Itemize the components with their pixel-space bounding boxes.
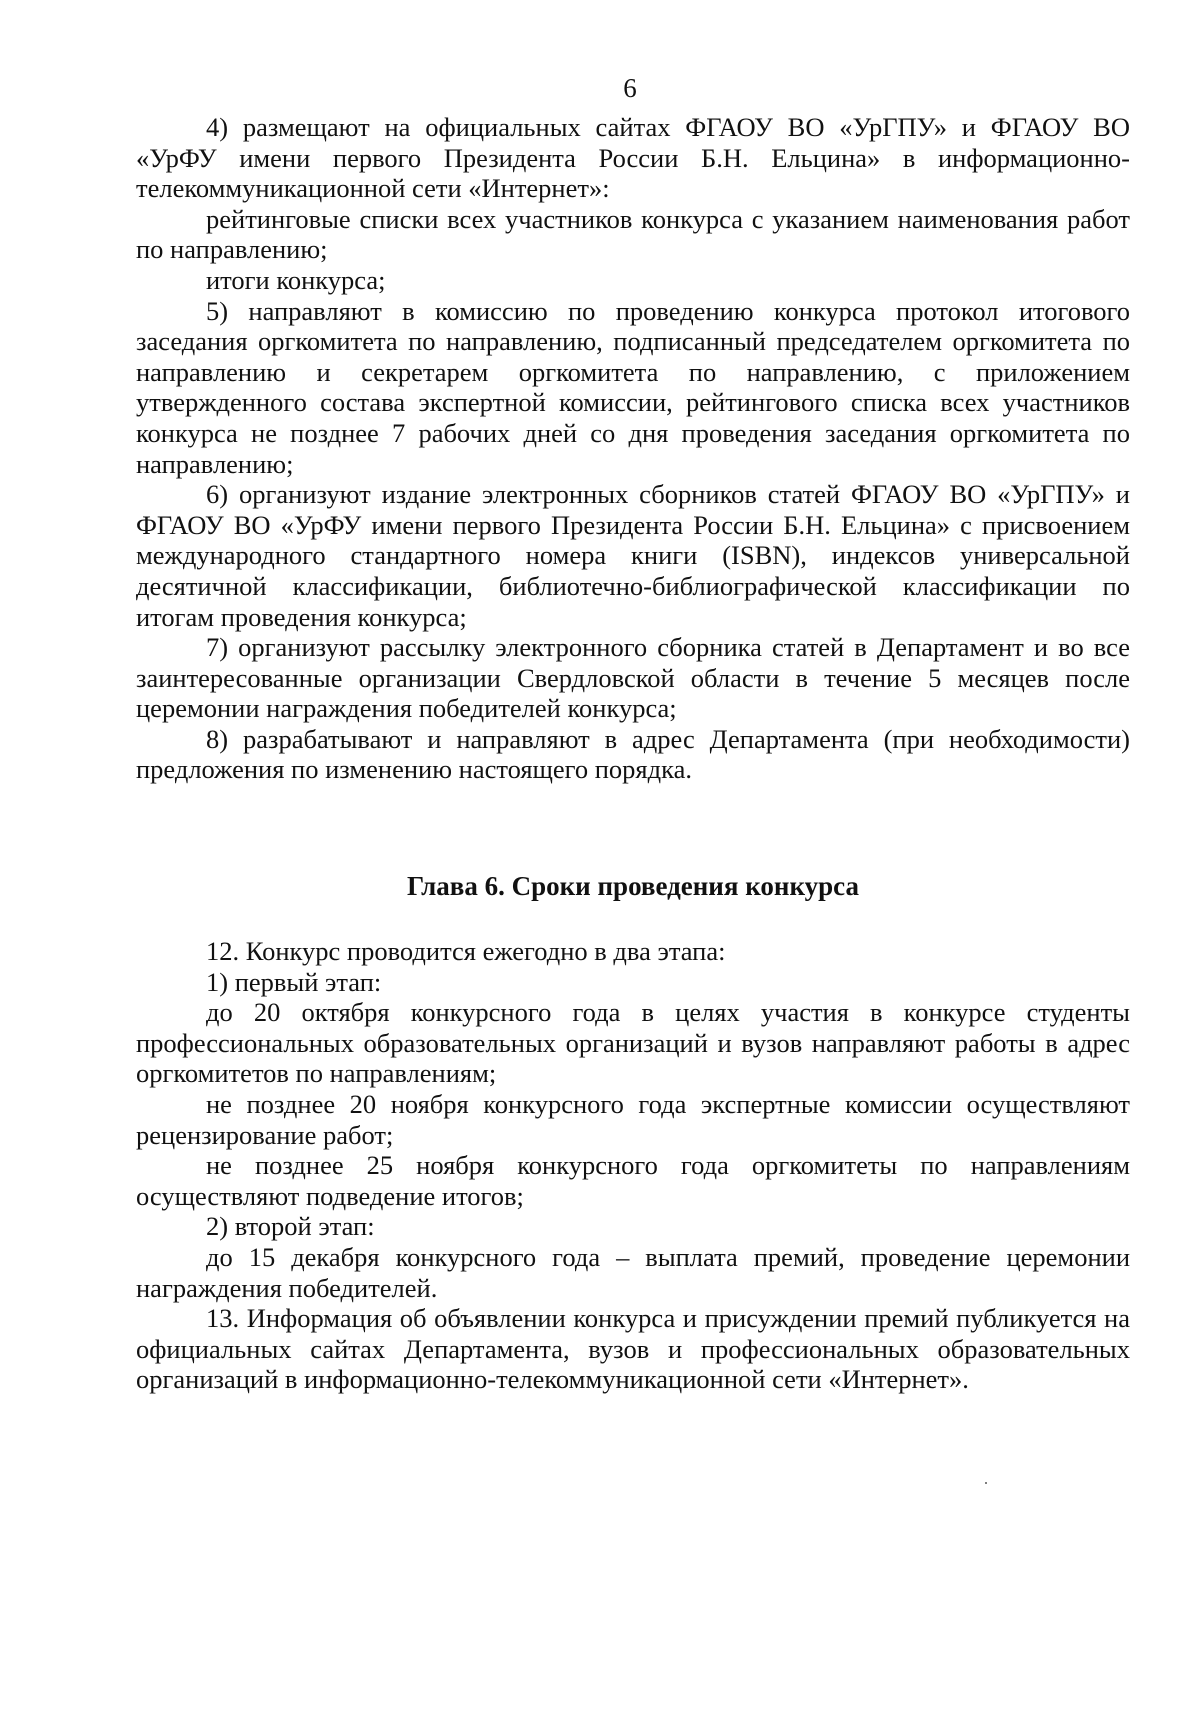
paragraph-item-7: 7) организуют рассылку электронного сборника статей в Департамент и во все заинтересованные организации Свердловской области в течение 5 месяцев после церемонии награждения победителей конкурса; bbox=[136, 632, 1130, 724]
paragraph-item-5: 5) направляют в комиссию по проведению конкурса протокол итогового заседания оргкомитета по направлению, подписанный председателем оргкомитета по направлению и секретарем оргкомитета по направлению, с приложением утвержденного состава экспертной комиссии, рейтингового списка всех участников конкурса не позднее 7 рабочих дней со дня проведения заседания оргкомитета по направлению; bbox=[136, 295, 1130, 479]
paragraph-stage-2: 2) второй этап: bbox=[206, 1211, 375, 1242]
paragraph-dec-15: до 15 декабря конкурсного года – выплата премий, проведение церемонии награждения победителей. bbox=[136, 1241, 1130, 1303]
paragraph-results: итоги конкурса; bbox=[206, 264, 386, 295]
chapter-heading-container bbox=[136, 870, 1130, 902]
section-timeline bbox=[136, 936, 1130, 1395]
chapter-heading: Глава 6. Сроки проведения конкурса bbox=[407, 871, 859, 901]
paragraph-nov-20: не позднее 20 ноября конкурсного года экспертные комиссии осуществляют рецензирование работ; bbox=[136, 1088, 1130, 1150]
section-duties-list bbox=[136, 112, 1130, 785]
paragraph-12: 12. Конкурс проводится ежегодно в два этапа: bbox=[206, 936, 726, 966]
paragraph-13: 13. Информация об объявлении конкурса и присуждении премий публикуется на официальных сайтах Департамента, вузов и профессиональных образовательных организаций в информационно-телекоммуникационной сети «Интернет». bbox=[136, 1303, 1130, 1395]
paragraph-stage-1: 1) первый этап: bbox=[206, 966, 382, 997]
paragraph-nov-25: не позднее 25 ноября конкурсного года оргкомитеты по направлениям осуществляют подведение итогов; bbox=[136, 1150, 1130, 1211]
paragraph-item-6: 6) организуют издание электронных сборников статей ФГАОУ ВО «УрГПУ» и ФГАОУ ВО «УрФУ имени первого Президента России Б.Н. Ельцина» с присвоением международного стандартного номера книги (ISBN), индексов универсальной десятичной классификации, библиотечно-библиографической классификации по итогам проведения конкурса; bbox=[136, 479, 1130, 632]
scan-speck bbox=[985, 1482, 987, 1484]
paragraph-oct-20: до 20 октября конкурсного года в целях участия в конкурсе студенты профессиональных образовательных организаций и вузов направляют работы в адрес оргкомитетов по направлениям; bbox=[136, 997, 1130, 1089]
paragraph-item-4: 4) размещают на официальных сайтах ФГАОУ ВО «УрГПУ» и ФГАОУ ВО «УрФУ имени первого Президента России Б.Н. Ельцина» в информационно-телекоммуникационной сети «Интернет»: bbox=[136, 112, 1130, 204]
page-number: 6 bbox=[623, 73, 637, 103]
paragraph-rating-lists: рейтинговые списки всех участников конкурса с указанием наименования работ по направлению; bbox=[136, 203, 1130, 265]
paragraph-item-8: 8) разрабатывают и направляют в адрес Департамента (при необходимости) предложения по изменению настоящего порядка. bbox=[136, 723, 1130, 785]
